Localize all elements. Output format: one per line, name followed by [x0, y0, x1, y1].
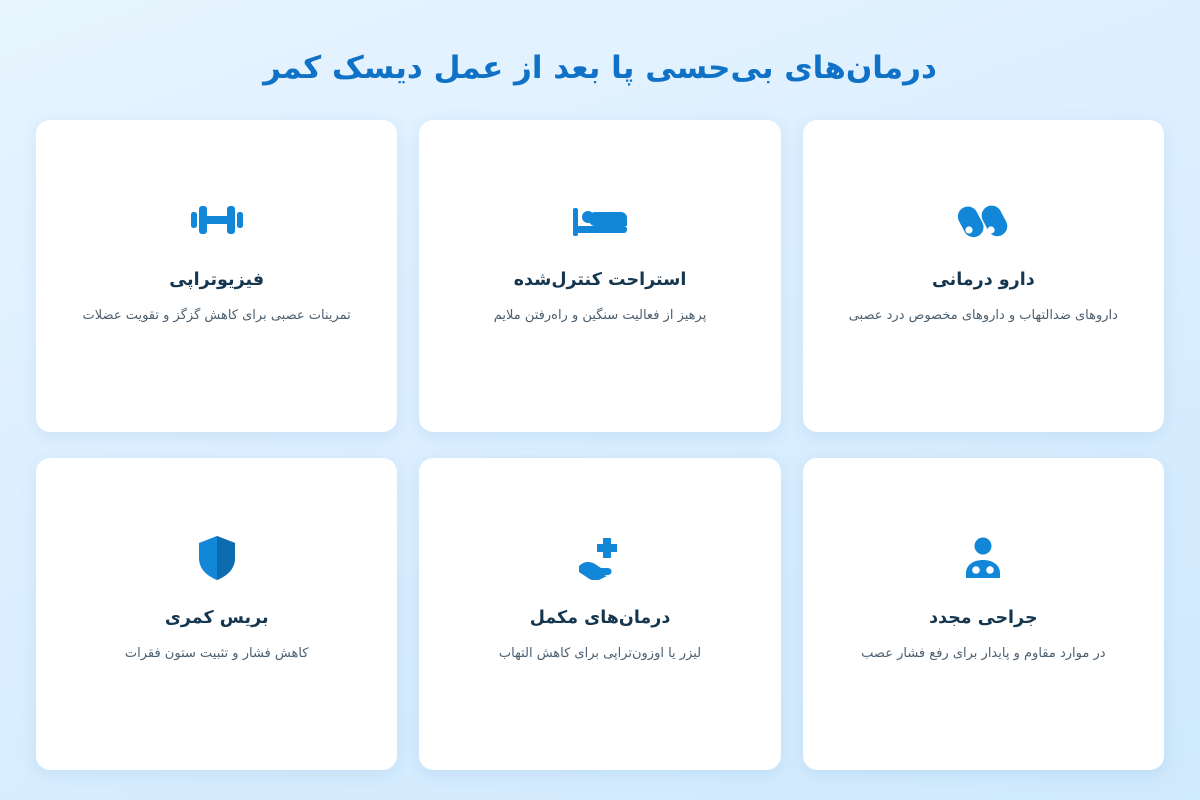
treatment-card-revision-surgery[interactable]	[803, 458, 1164, 770]
pills-icon	[956, 194, 1010, 246]
card-description: داروهای ضدالتهاب و داروهای مخصوص درد عصبی	[848, 308, 1118, 324]
treatment-cards-grid	[36, 120, 1164, 770]
shield-icon	[197, 532, 237, 584]
treatment-card-complementary[interactable]	[419, 458, 780, 770]
treatment-card-medication[interactable]	[803, 120, 1164, 432]
card-description: در موارد مقاوم و پایدار برای رفع فشار عصب	[861, 646, 1106, 662]
card-title: فیزیوتراپی	[169, 269, 265, 290]
card-title: دارو درمانی	[931, 269, 1035, 290]
surgeon-icon	[960, 532, 1006, 584]
card-description: لیزر یا اوزون‌تراپی برای کاهش التهاب	[498, 646, 702, 662]
treatment-card-lumbar-brace[interactable]	[36, 458, 397, 770]
card-description: پرهیز از فعالیت سنگین و راه‌رفتن ملایم	[493, 308, 707, 324]
page-title: درمان‌های بی‌حسی پا بعد از عمل دیسک کمر	[263, 50, 937, 86]
hand-plus-care-icon	[575, 532, 625, 584]
bed-rest-icon	[571, 194, 629, 246]
card-description: کاهش فشار و تثبیت ستون فقرات	[124, 646, 309, 662]
card-description: تمرینات عصبی برای کاهش گزگز و تقویت عضلات	[82, 308, 351, 324]
dumbbell-icon	[189, 194, 245, 246]
card-title: بریس کمری	[164, 607, 269, 628]
card-title: جراحی مجدد	[929, 607, 1038, 628]
card-title: درمان‌های مکمل	[529, 607, 671, 628]
treatment-card-controlled-rest[interactable]	[419, 120, 780, 432]
card-title: استراحت کنترل‌شده	[513, 269, 687, 290]
treatment-card-physiotherapy[interactable]	[36, 120, 397, 432]
